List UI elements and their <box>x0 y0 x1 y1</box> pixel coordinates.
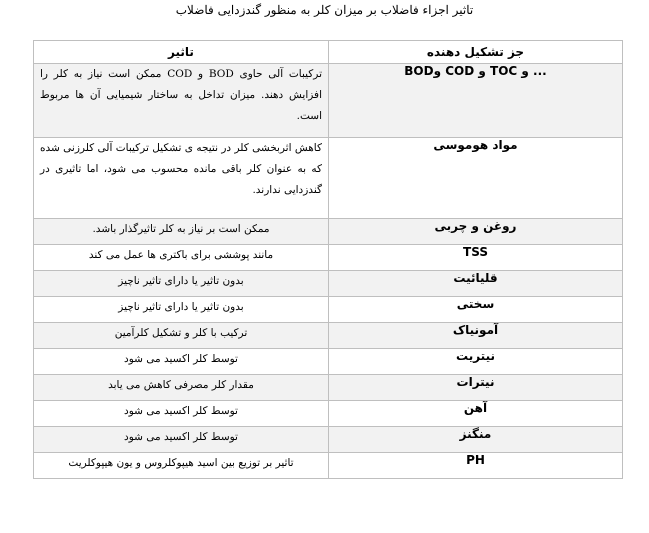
table-row <box>34 138 623 219</box>
row-component: TSS <box>329 245 623 271</box>
table-row <box>34 64 623 138</box>
table-row <box>34 219 623 245</box>
table-row <box>34 271 623 297</box>
row-effect: ترکیب با کلر و تشکیل کلرآمین <box>34 323 329 349</box>
row-effect: ترکیبات آلی حاوی BOD و COD ممکن است نیاز به کلر را افزایش دهند. میزان تداخل به ساختار شیمیایی آن ها مربوط است. <box>34 64 329 138</box>
row-component: روغن و چربی <box>329 219 623 245</box>
row-component: مواد هوموسی <box>329 138 623 219</box>
row-effect: ممکن است بر نیاز به کلر تاثیرگذار باشد. <box>34 219 329 245</box>
table-row <box>34 375 623 401</box>
row-component: نیترات <box>329 375 623 401</box>
row-component: آهن <box>329 401 623 427</box>
row-effect: بدون تاثیر یا دارای تاثیر ناچیز <box>34 297 329 323</box>
row-component: BODو COD و TOC و ... <box>329 64 623 138</box>
table-header-row <box>34 41 623 64</box>
row-effect: توسط کلر اکسید می شود <box>34 401 329 427</box>
header-effect: تاثیر <box>34 41 329 64</box>
table-row <box>34 323 623 349</box>
row-component: قلیائیت <box>329 271 623 297</box>
row-effect: تاثیر بر توزیع بین اسید هیپوکلروس و یون هیپوکلریت <box>34 453 329 479</box>
table-row <box>34 297 623 323</box>
row-effect: توسط کلر اکسید می شود <box>34 427 329 453</box>
table-row <box>34 453 623 479</box>
table-row <box>34 401 623 427</box>
row-effect: مانند پوششی برای باکتری ها عمل می کند <box>34 245 329 271</box>
table-row <box>34 349 623 375</box>
row-effect: توسط کلر اکسید می شود <box>34 349 329 375</box>
table-row <box>34 427 623 453</box>
row-component: PH <box>329 453 623 479</box>
table-title: تاثیر اجزاء فاضلاب بر میزان کلر به منظور گندزدایی فاضلاب <box>175 3 474 17</box>
row-component: نیتریت <box>329 349 623 375</box>
header-component: جز تشکیل دهنده <box>329 41 623 64</box>
row-effect: مقدار کلر مصرفی کاهش می یابد <box>34 375 329 401</box>
row-component: منگنز <box>329 427 623 453</box>
row-effect: کاهش اثربخشی کلر در نتیجه ی تشکیل ترکیبات آلی کلرزنی شده که به عنوان کلر باقی مانده محسوب می شود، اما تاثیری در گندزدایی ندارند. <box>34 138 329 219</box>
row-component: آمونیاک <box>329 323 623 349</box>
row-component: سختی <box>329 297 623 323</box>
chlorine-effects-table <box>33 40 623 479</box>
row-effect: بدون تاثیر یا دارای تاثیر ناچیز <box>34 271 329 297</box>
table-row <box>34 245 623 271</box>
